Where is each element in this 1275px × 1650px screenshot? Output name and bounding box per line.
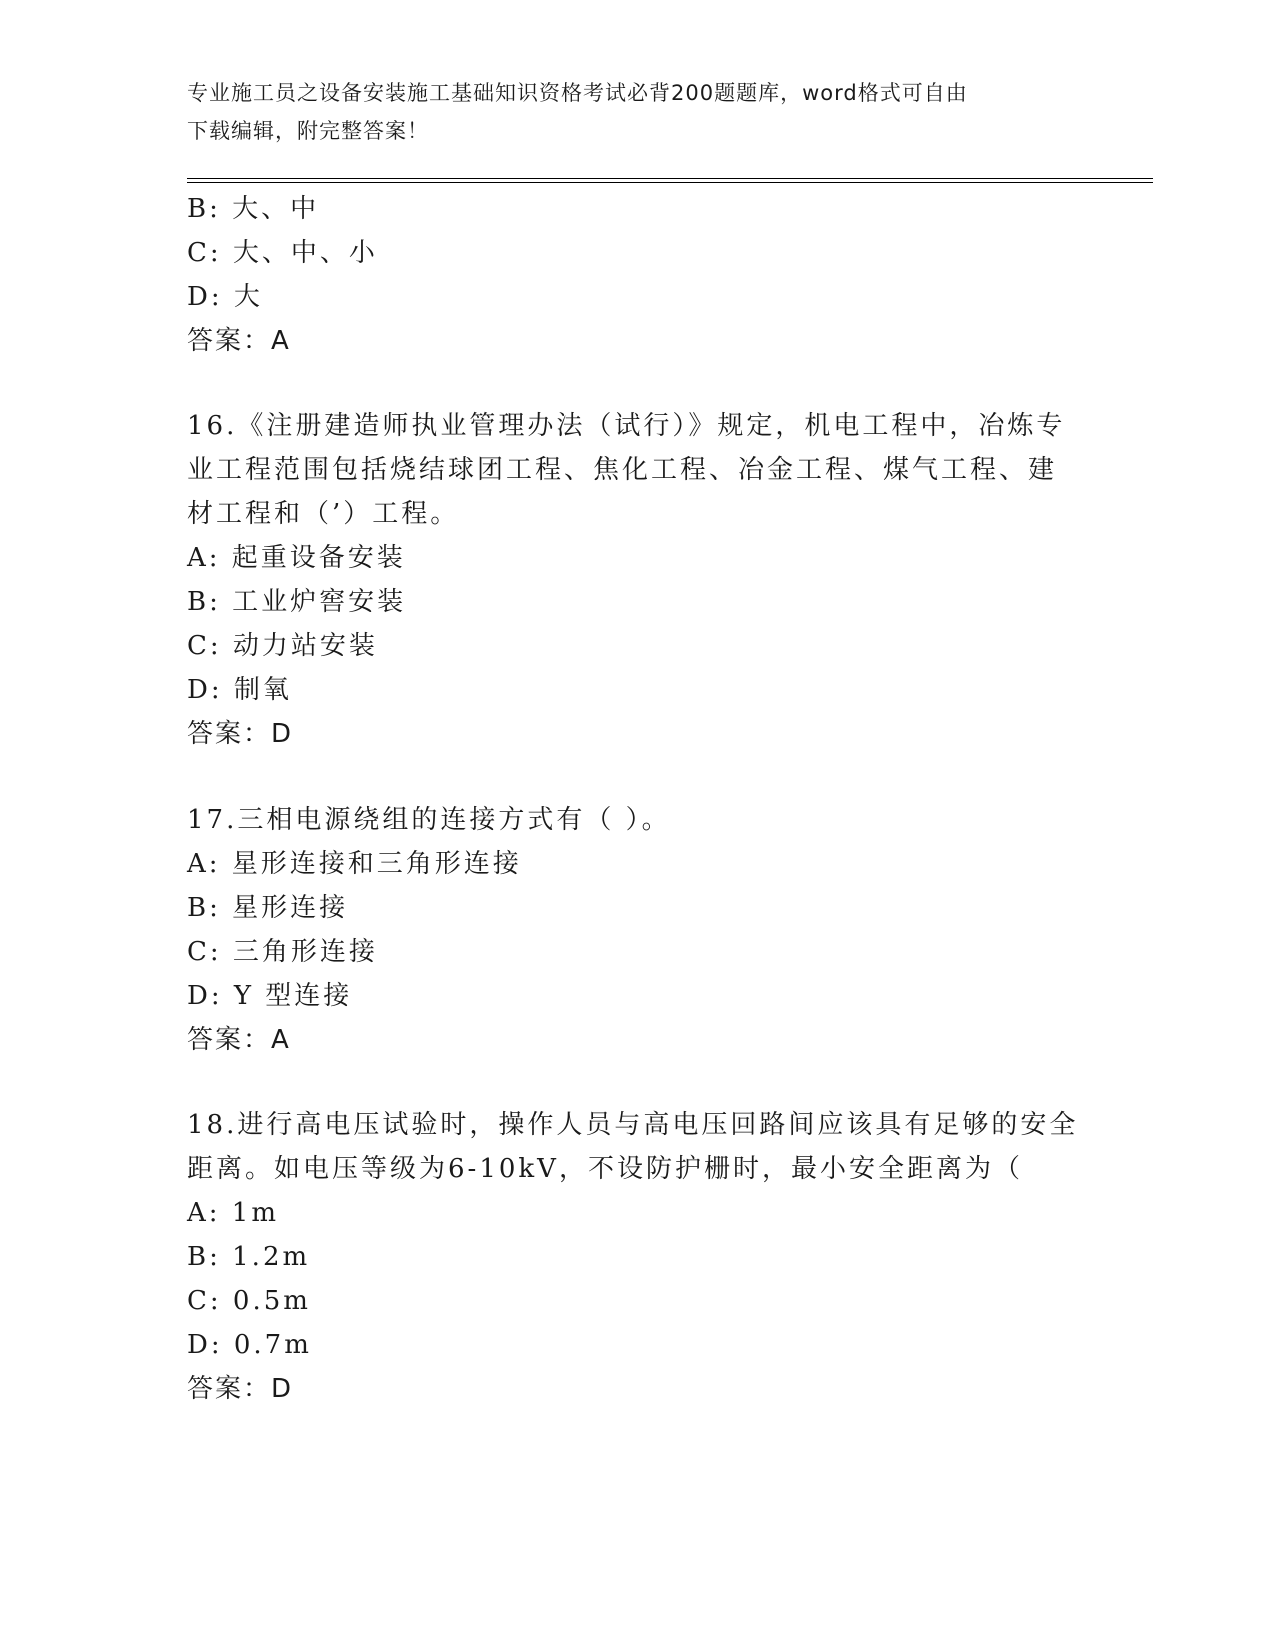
question-16-answer: 答案：D [187,719,294,749]
question-17-stem-line-1: 17.三相电源绕组的连接方式有（ ）。 [187,805,671,835]
question-16-stem-line-3: 材工程和（’）工程。 [187,499,460,529]
question-18-answer: 答案：D [187,1374,294,1404]
question-18-option-b: B: 1.2m [187,1242,311,1272]
question-16-option-d: D: 制氧 [187,675,292,705]
question-16-stem-line-2: 业工程范围包括烧结球团工程、焦化工程、冶金工程、煤气工程、建 [187,455,1058,485]
question-17-option-d: D: Y 型连接 [187,981,353,1011]
question-17-answer: 答案：A [187,1025,291,1055]
question-18-option-a: A: 1m [187,1198,279,1228]
header-line-2: 下载编辑，附完整答案！ [187,119,429,143]
question-16-option-b: B: 工业炉窖安装 [187,587,407,617]
header-divider-top [187,178,1153,179]
option-c: C: 大、中、小 [187,238,378,268]
question-17-option-c: C: 三角形连接 [187,937,378,967]
question-18-stem-line-1: 18.进行高电压试验时，操作人员与高电压回路间应该具有足够的安全 [187,1110,1079,1140]
question-16-stem-line-1: 16.《注册建造师执业管理办法（试行）》规定，机电工程中，冶炼专 [187,411,1066,441]
question-16-option-c: C: 动力站安装 [187,631,378,661]
document-header [187,74,1087,150]
option-d: D: 大 [187,282,263,312]
question-17-option-b: B: 星形连接 [187,893,349,923]
question-18-option-c: C: 0.5m [187,1286,311,1316]
option-b: B: 大、中 [187,194,320,224]
question-17-option-a: A: 星形连接和三角形连接 [187,849,522,879]
answer-line: 答案：A [187,326,291,356]
header-line-1: 专业施工员之设备安装施工基础知识资格考试必背200题题库，word格式可自由 [187,81,968,105]
header-divider-bottom [187,182,1153,183]
question-18-option-d: D: 0.7m [187,1330,312,1360]
question-16-option-a: A: 起重设备安装 [187,543,406,573]
question-18-stem-line-2: 距离。如电压等级为6-10kV，不设防护栅时，最小安全距离为（ [187,1154,1023,1184]
